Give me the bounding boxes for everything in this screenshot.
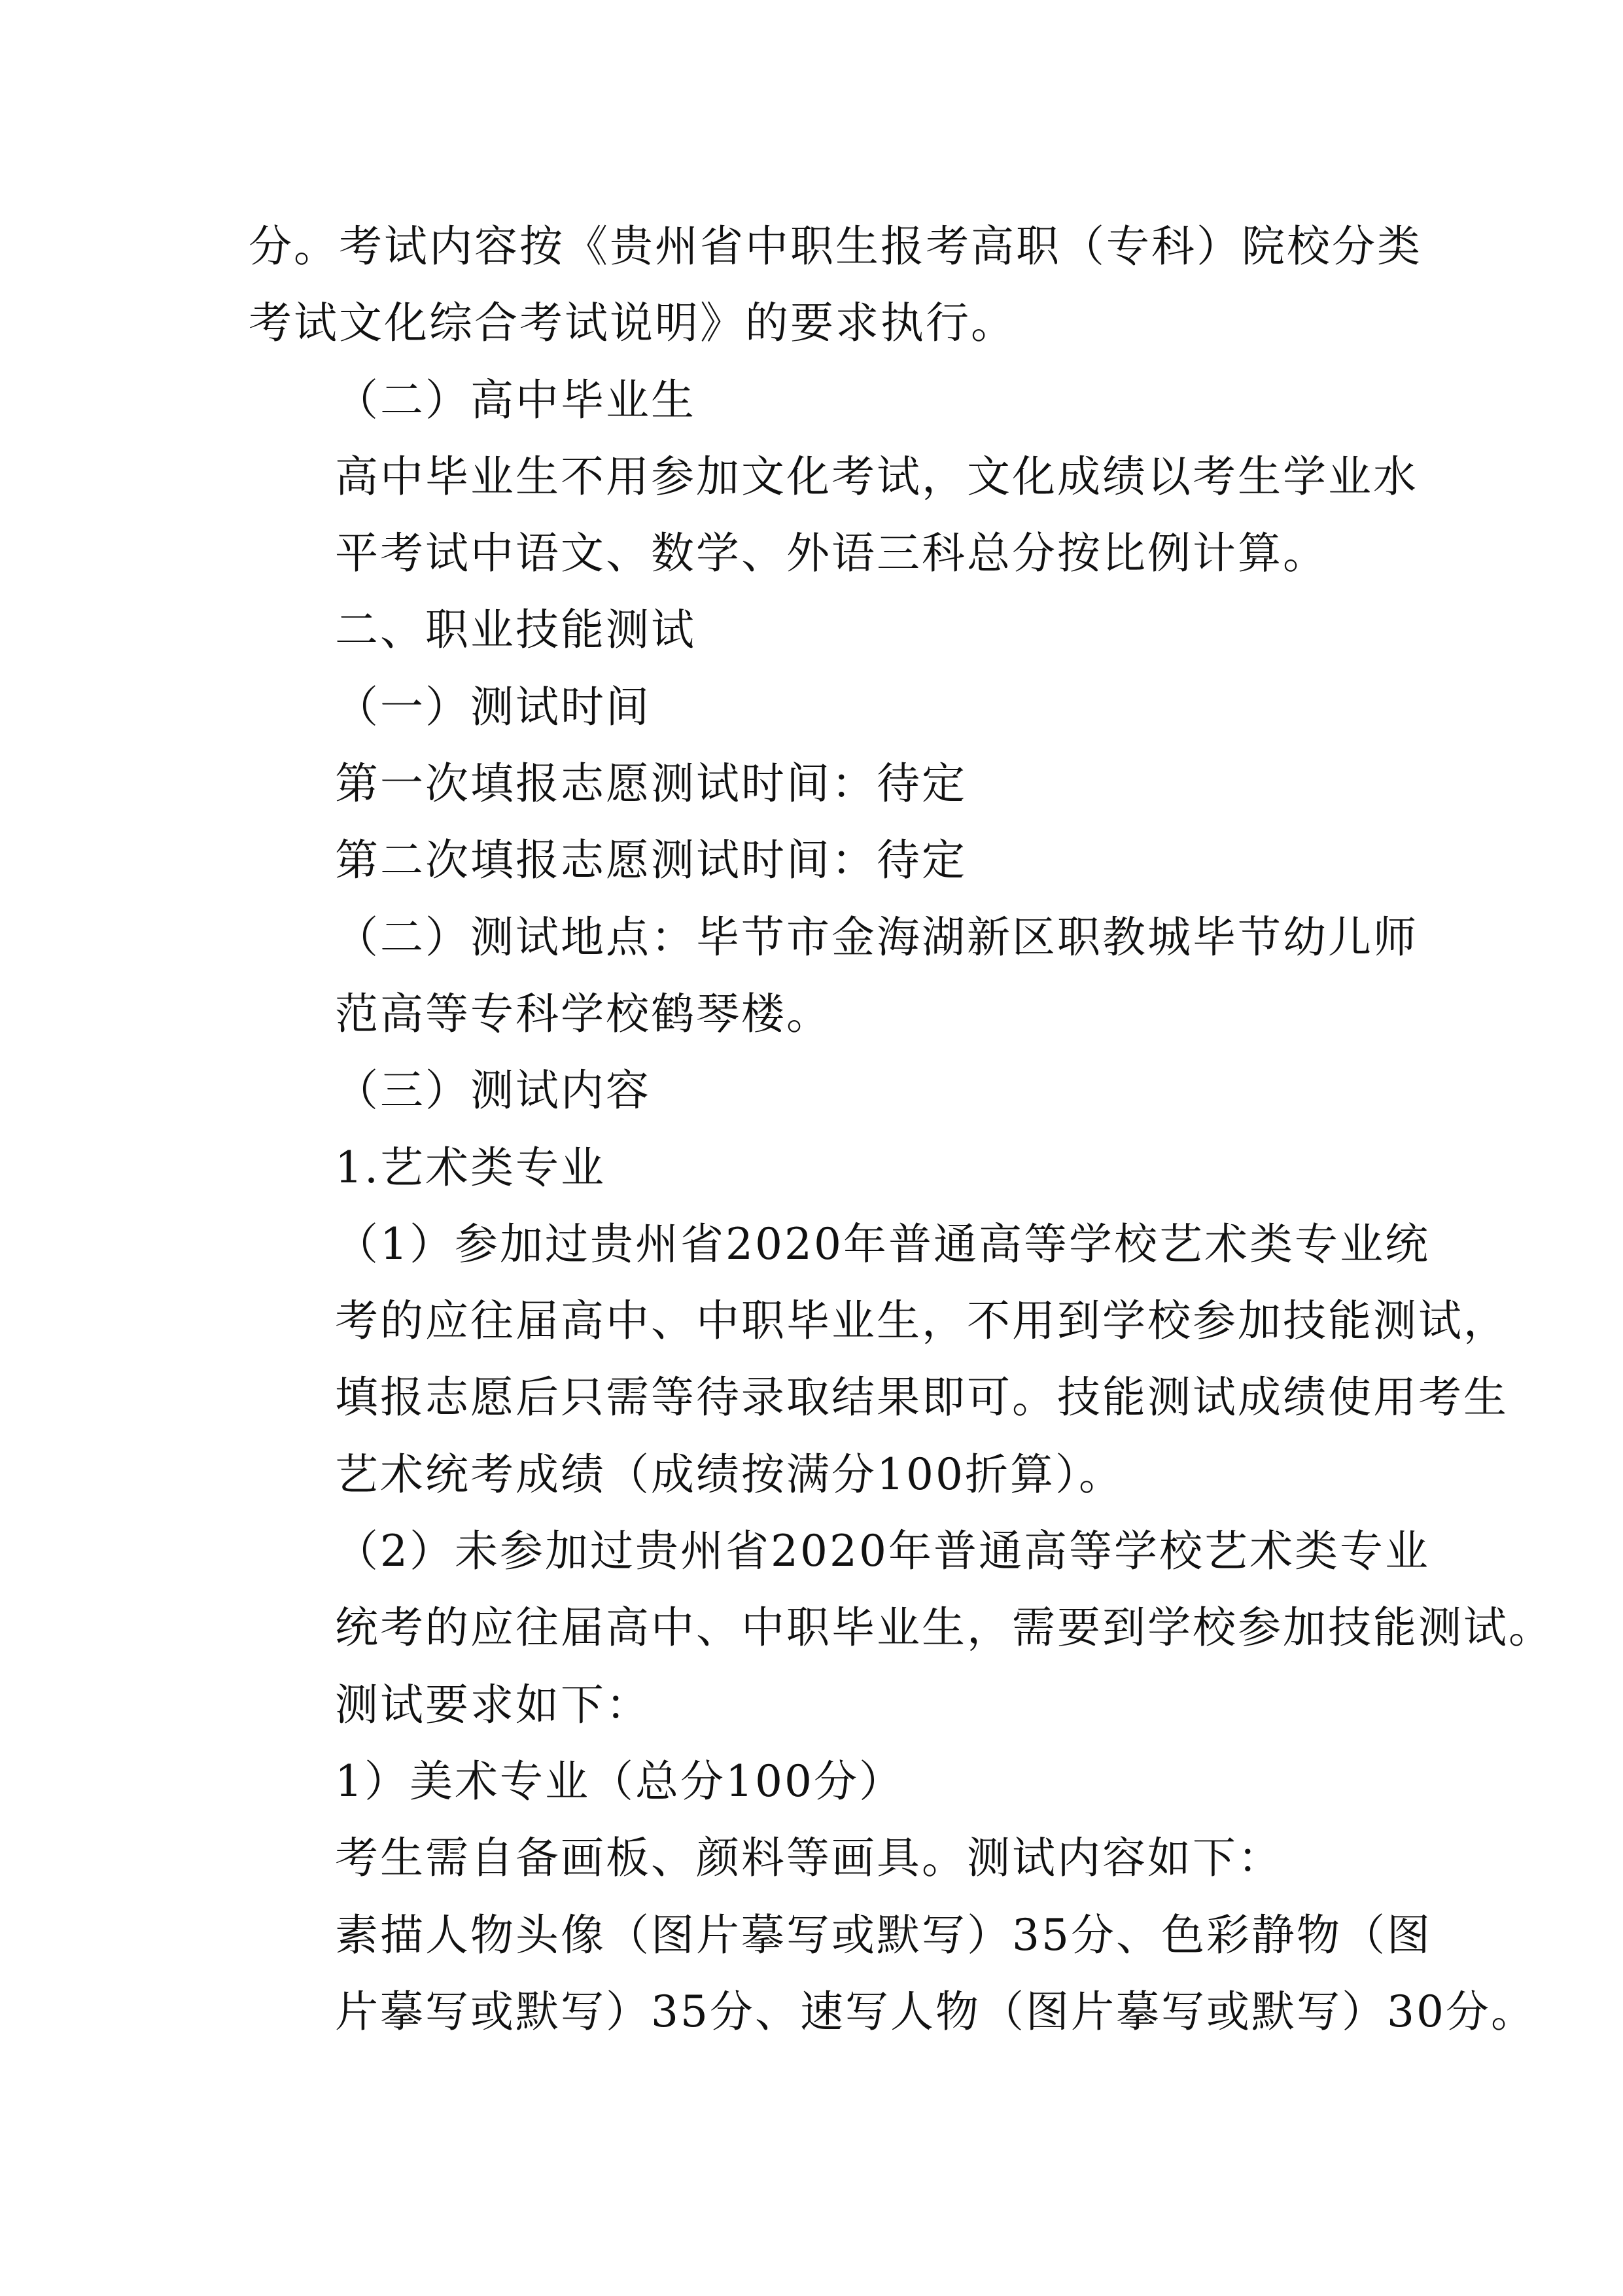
text-line: 第一次填报志愿测试时间：待定: [335, 758, 967, 809]
text-line: 考的应往届高中、中职毕业生，不用到学校参加技能测试，: [335, 1296, 1509, 1347]
text-line: 分。考试内容按《贵州省中职生报考高职（专科）院校分类: [249, 221, 1422, 272]
text-line: 1）美术专业（总分100分）: [335, 1756, 904, 1807]
text-line: 平考试中语文、数学、外语三科总分按比例计算。: [335, 528, 1328, 579]
text-line: 范高等专科学校鹤琴楼。: [335, 988, 831, 1039]
paragraph: [249, 1820, 1377, 1896]
text-line: 二、职业技能测试: [335, 605, 696, 656]
paragraph: [249, 438, 1418, 592]
paragraph: [249, 1667, 1377, 1743]
paragraph: [249, 1897, 1536, 2051]
text-line: 填报志愿后只需等待录取结果即可。技能测试成绩使用考生: [335, 1372, 1509, 1423]
text-line: 艺术统考成绩（成绩按满分100折算）。: [335, 1449, 1124, 1500]
paragraph: [249, 899, 1418, 1053]
paragraph: [249, 745, 1377, 822]
paragraph: [249, 1743, 1377, 1820]
paragraph: [249, 208, 1422, 362]
text-line: 第二次填报志愿测试时间：待定: [335, 835, 967, 886]
text-line: 考试文化综合考试说明》的要求执行。: [249, 298, 1016, 349]
paragraph: [249, 1513, 1554, 1667]
text-line: （二）测试地点：毕节市金海湖新区职教城毕节幼儿师: [335, 911, 1418, 963]
text-line: 素描人物头像（图片摹写或默写）35分、色彩静物（图: [335, 1909, 1432, 1960]
text-line: 高中毕业生不用参加文化考试，文化成绩以考生学业水: [335, 451, 1418, 502]
text-line: （一）测试时间: [335, 681, 651, 732]
text-line: （2）未参加过贵州省2020年普通高等学校艺术类专业: [335, 1526, 1430, 1577]
paragraph: [249, 822, 1377, 898]
paragraph: [249, 1206, 1509, 1513]
text-line: 片摹写或默写）35分、速写人物（图片摹写或默写）30分。: [335, 1986, 1536, 2037]
text-line: （三）测试内容: [335, 1065, 651, 1116]
paragraph: [249, 592, 1377, 668]
text-line: （二）高中毕业生: [335, 374, 696, 425]
paragraph: [249, 362, 1377, 438]
paragraph: [249, 669, 1377, 745]
paragraph: [249, 1129, 1377, 1206]
text-line: 1.艺术类专业: [335, 1142, 606, 1193]
text-line: 测试要求如下：: [335, 1679, 651, 1730]
document-body: [249, 208, 1554, 2050]
text-line: （1）参加过贵州省2020年普通高等学校艺术类专业统: [335, 1218, 1430, 1269]
text-line: 考生需自备画板、颜料等画具。测试内容如下：: [335, 1833, 1283, 1884]
paragraph: [249, 1052, 1377, 1129]
text-line: 统考的应往届高中、中职毕业生，需要到学校参加技能测试。: [335, 1602, 1554, 1653]
